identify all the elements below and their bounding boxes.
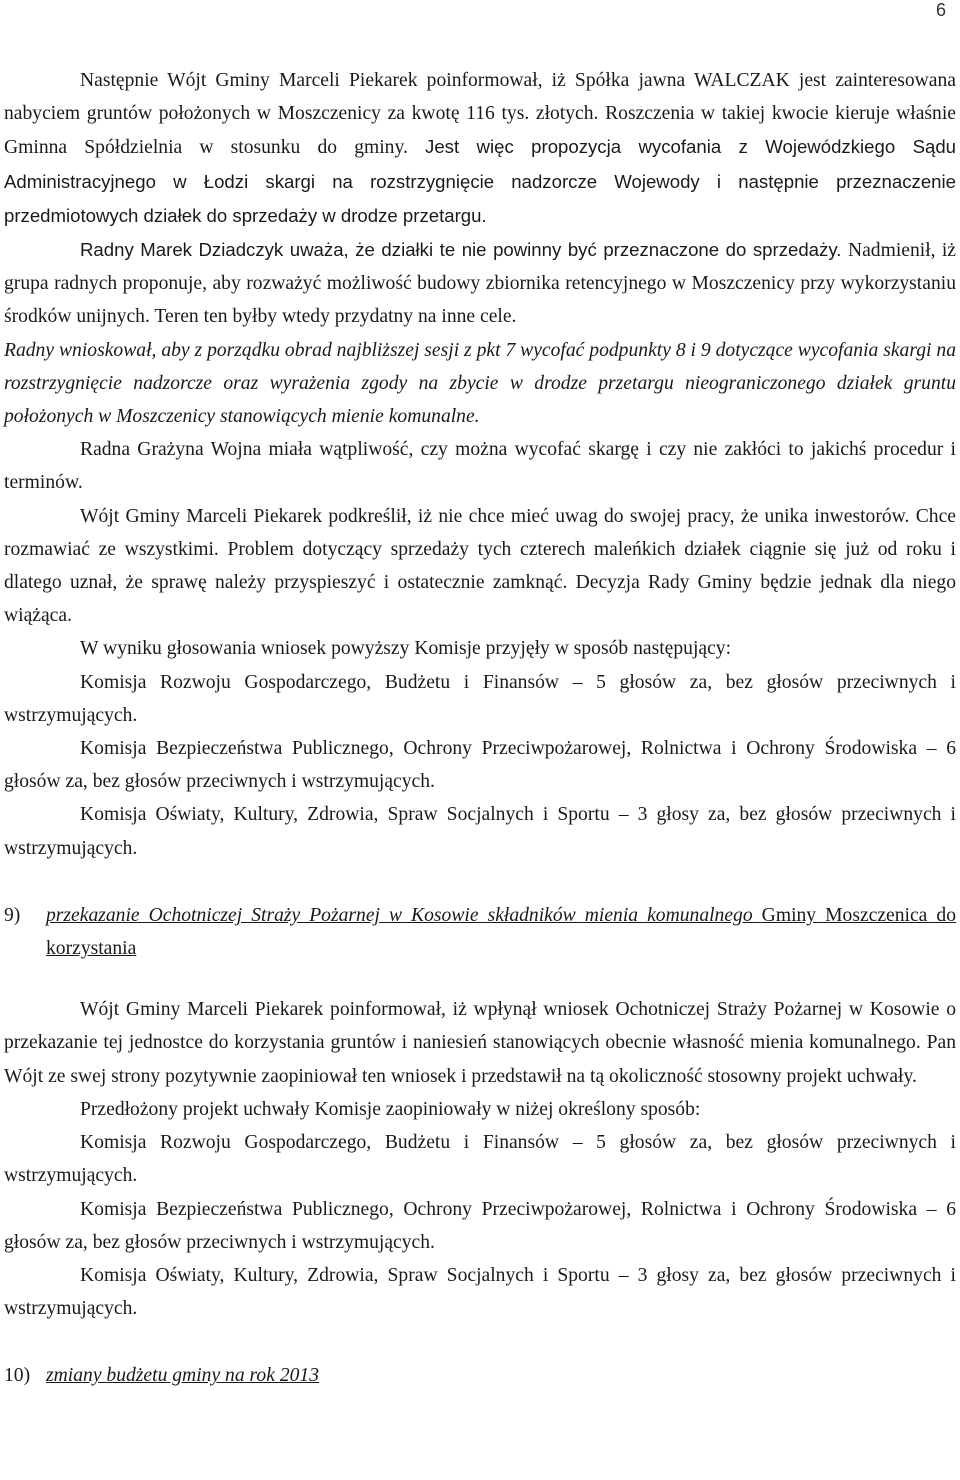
paragraph-osp-vote-safety [4,1193,956,1259]
section-title-italic: przekazanie Ochotniczej Straży Pożarnej w Kosowie składników mienia komunalnego [46,904,753,926]
document-body [4,64,956,1393]
page-number: 6 [935,0,946,20]
section-title-italic: zmiany budżetu gminy na rok 2013 [46,1365,320,1387]
section-heading-10 [4,1359,956,1392]
paragraph-osp-vote-budget [4,1126,956,1192]
paragraph-text: Następnie Wójt Gminy Marceli Piekarek poinformował, iż Spółka jawna WALCZAK jest zainteresowana nabyciem gruntów położonych w Moszczenicy za kwotę 116 tys. złotych. Roszczenia w takiej kwocie kieruje właśnie Gminna Spółdzielnia w stosunku do gminy. [4,70,956,159]
paragraph-wojna [4,433,956,499]
paragraph-osp-request [4,993,956,1093]
paragraph-osp-vote-intro [4,1093,956,1126]
paragraph-text: Wójt Gminy Marceli Piekarek poinformował, iż wpłynął wniosek Ochotniczej Straży Pożarnej w Kosowie o przekazanie tej jednostce do korzystania gruntów i naniesień stanowiących obecnie własność mienia komunalnego. Pan Wójt ze swej strony pozytywnie zaopiniował ten wniosek i przedstawił na tą okoliczność stosowny projekt uchwały. [4,999,956,1087]
paragraph-text: Radny wnioskował, aby z porządku obrad najbliższej sesji z pkt 7 wycofać podpunkty 8 i 9 dotyczące wycofania skargi na rozstrzygnięcie nadzorcze oraz wyrażenia zgody na zbycie w drodze przetargu nieograniczonego działek gruntu położonych w Moszczenicy stanowiących mienie komunalne. [4,339,956,428]
paragraph-text: Komisja Rozwoju Gospodarczego, Budżetu i Finansów – 5 głosów za, bez głosów przeciwnych i wstrzymujących. [4,671,956,726]
paragraph-vote-safety [4,732,956,798]
paragraph-text: Nadmienił, iż grupa radnych proponuje, aby rozważyć możliwość budowy zbiornika retencyjnego w Moszczenicy przy wykorzystaniu środków unijnych. Teren ten byłby wtedy przydatny na inne cele. [4,240,956,328]
section-number: 9) [4,904,21,926]
paragraph-dziadczyk [4,233,956,334]
paragraph-text: Wójt Gminy Marceli Piekarek podkreślił, iż nie chce mieć uwag do swojej pracy, że unika inwestorów. Chce rozmawiać ze wszystkimi. Problem dotyczący sprzedaży tych czterech maleńkich działek ciągnie się już od roku i dlatego uznał, że sprawę należy przyspieszyć i ostatecznie zamknąć. Decyzja Rady Gminy będzie jednak dla niego wiążąca. [4,505,956,627]
section-heading-9 [4,899,956,965]
paragraph-text: Komisja Oświaty, Kultury, Zdrowia, Spraw Socjalnych i Sportu – 3 głosy za, bez głosów przeciwnych i wstrzymujących. [4,804,956,859]
section-number: 10) [4,1365,31,1387]
paragraph-osp-vote-education [4,1259,956,1325]
section-gap [4,865,956,899]
paragraph-text: Komisja Rozwoju Gospodarczego, Budżetu i Finansów – 5 głosów za, bez głosów przeciwnych i wstrzymujących. [4,1132,956,1187]
paragraph-text: Przedłożony projekt uchwały Komisje zaopiniowały w niżej określony sposób: [80,1098,701,1120]
paragraph-vote-intro [4,632,956,665]
paragraph-text: Jest więc propozycja wycofania z Wojewódzkiego Sądu Administracyjnego w Łodzi skargi na rozstrzygnięcie nadzorcze Wojewody i następnie przeznaczenie przedmiotowych działek do sprzedaży w drodze przetargu. [4,136,956,226]
section-title [46,899,956,965]
section-title-plain: Gminy Moszczenica do korzystania [46,904,956,960]
paragraph-text: Radna Grażyna Wojna miała wątpliwość, czy można wycofać skargę i czy nie zakłóci to jakichś procedur i terminów. [4,439,956,494]
paragraph-text: Komisja Oświaty, Kultury, Zdrowia, Spraw Socjalnych i Sportu – 3 głosy za, bez głosów przeciwnych i wstrzymujących. [4,1264,956,1320]
section-gap [4,965,956,993]
paragraph-text: Komisja Bezpieczeństwa Publicznego, Ochrony Przeciwpożarowej, Rolnictwa i Ochrony Środowiska – 6 głosów za, bez głosów przeciwnych i wstrzymujących. [4,738,956,793]
paragraph-mayor-response [4,500,956,633]
paragraph-text: Radny Marek Dziadczyk uważa, że działki te nie powinny być przeznaczone do sprzedaży. [80,239,848,261]
section-title [46,1359,956,1392]
paragraph-text: Komisja Bezpieczeństwa Publicznego, Ochrony Przeciwpożarowej, Rolnictwa i Ochrony Środowiska – 6 głosów za, bez głosów przeciwnych i wstrzymujących. [4,1198,956,1253]
paragraph-vote-budget [4,666,956,732]
paragraph-walczak-offer [4,64,956,233]
paragraph-text: W wyniku głosowania wniosek powyższy Komisje przyjęły w sposób następujący: [80,638,732,660]
section-gap [4,1325,956,1359]
paragraph-vote-education [4,798,956,864]
paragraph-motion [4,334,956,434]
